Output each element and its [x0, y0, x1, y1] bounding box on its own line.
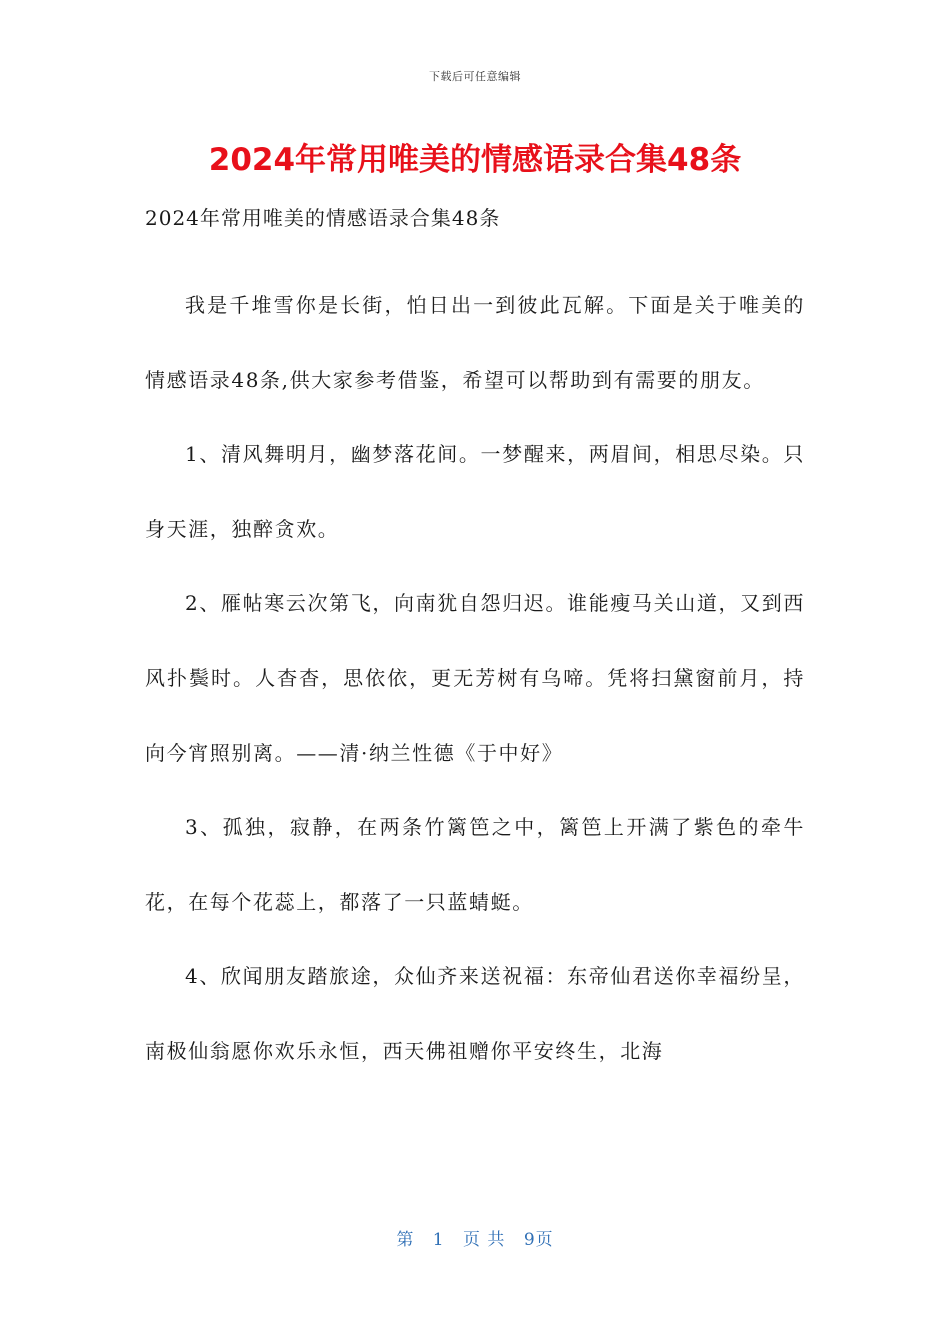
- page-footer: [0, 1225, 950, 1250]
- footer-middle: 页 共: [463, 1230, 506, 1250]
- document-subtitle: 2024年常用唯美的情感语录合集48条: [145, 206, 501, 230]
- paragraph-4: 4、欣闻朋友踏旅途，众仙齐来送祝福：东帝仙君送你幸福纷呈，南极仙翁愿你欢乐永恒，西天佛祖赠你平安终生，北海: [145, 964, 805, 1063]
- paragraph-3: 3、孤独，寂静，在两条竹篱笆之中，篱笆上开满了紫色的牵牛花，在每个花蕊上，都落了一只蓝蜻蜓。: [145, 815, 805, 914]
- document-body: [145, 268, 805, 1089]
- footer-prefix: 第: [396, 1230, 415, 1250]
- paragraph-intro: 我是千堆雪你是长街，怕日出一到彼此瓦解。下面是关于唯美的情感语录48条,供大家参考借鉴，希望可以帮助到有需要的朋友。: [145, 293, 805, 392]
- footer-total: 9页: [523, 1230, 554, 1250]
- footer-page-number: 1: [432, 1230, 445, 1250]
- paragraph-2: 2、雁帖寒云次第飞，向南犹自怨归迟。谁能瘦马关山道，又到西风扑鬓时。人杳杳，思依依，更无芳树有乌啼。凭将扫黛窗前月，持向今宵照别离。——清·纳兰性德《于中好》: [145, 591, 805, 765]
- paragraph-1: 1、清风舞明月，幽梦落花间。一梦醒来，两眉间，相思尽染。只身天涯，独醉贪欢。: [145, 442, 805, 541]
- document-title: 2024年常用唯美的情感语录合集48条: [208, 142, 742, 178]
- header-note: 下载后可任意编辑: [429, 70, 521, 83]
